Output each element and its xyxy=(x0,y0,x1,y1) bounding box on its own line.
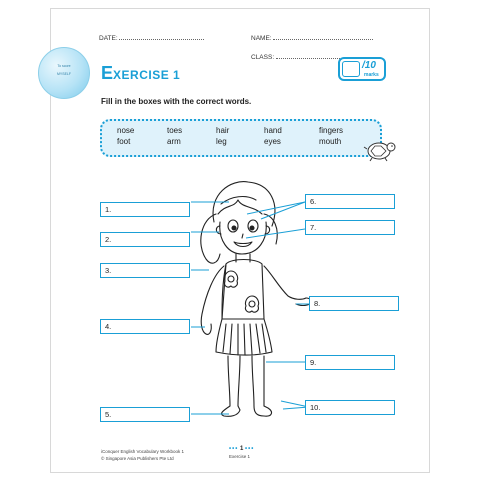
answer-box-2-label: 2. xyxy=(105,235,112,244)
answer-box-10[interactable] xyxy=(305,400,395,415)
answer-box-3-label: 3. xyxy=(105,266,112,275)
exercise-title-initial: E xyxy=(101,63,114,83)
answer-box-6-label: 6. xyxy=(310,197,317,206)
answer-box-4-label: 4. xyxy=(105,322,112,331)
exercise-title-rest: XERCISE 1 xyxy=(113,68,181,82)
dots-left-icon: ••• xyxy=(229,446,239,452)
badge-line1: To score xyxy=(57,64,71,68)
name-label: NAME: xyxy=(251,35,272,42)
answer-box-7-label: 7. xyxy=(310,223,317,232)
word-mouth: mouth xyxy=(319,137,342,146)
answer-box-1-label: 1. xyxy=(105,205,112,214)
class-label: CLASS: xyxy=(251,54,275,61)
word-eyes: eyes xyxy=(264,137,281,146)
footer-copyright: © Singapore Asia Publishers Pte Ltd xyxy=(101,456,174,461)
footer-page-label: Exercise 1 xyxy=(229,454,251,459)
word-arm: arm xyxy=(167,137,181,146)
answer-box-10-label: 10. xyxy=(310,403,321,412)
answer-box-7[interactable] xyxy=(305,220,395,235)
word-nose: nose xyxy=(117,126,135,135)
word-hand: hand xyxy=(264,126,282,135)
date-label: DATE: xyxy=(99,35,118,42)
answer-box-1[interactable] xyxy=(100,202,190,217)
page-number: 1 xyxy=(239,446,244,452)
marks-label: marks xyxy=(364,72,379,78)
answer-box-6[interactable] xyxy=(305,194,395,209)
instruction-text: Fill in the boxes with the correct words. xyxy=(101,97,252,106)
page-number-row xyxy=(229,446,254,452)
word-fingers: fingers xyxy=(319,126,344,135)
marks-total: /10 xyxy=(362,60,376,71)
word-toes: toes xyxy=(167,126,183,135)
word-leg: leg xyxy=(216,137,227,146)
word-foot: foot xyxy=(117,137,131,146)
worksheet-page xyxy=(50,8,430,473)
answer-box-5[interactable] xyxy=(100,407,190,422)
answer-box-9[interactable] xyxy=(305,355,395,370)
answer-box-3[interactable] xyxy=(100,263,190,278)
answer-box-5-label: 5. xyxy=(105,410,112,419)
answer-box-8[interactable] xyxy=(309,296,399,311)
answer-box-8-label: 8. xyxy=(314,299,321,308)
footer-book-title: iConquer English Vocabulary Workbook 1 xyxy=(101,449,184,454)
word-hair: hair xyxy=(216,126,230,135)
answer-box-9-label: 9. xyxy=(310,358,317,367)
dots-right-icon: ••• xyxy=(245,446,255,452)
answer-box-4[interactable] xyxy=(100,319,190,334)
badge-line2: MYSELF xyxy=(56,72,71,76)
answer-box-2[interactable] xyxy=(100,232,190,247)
